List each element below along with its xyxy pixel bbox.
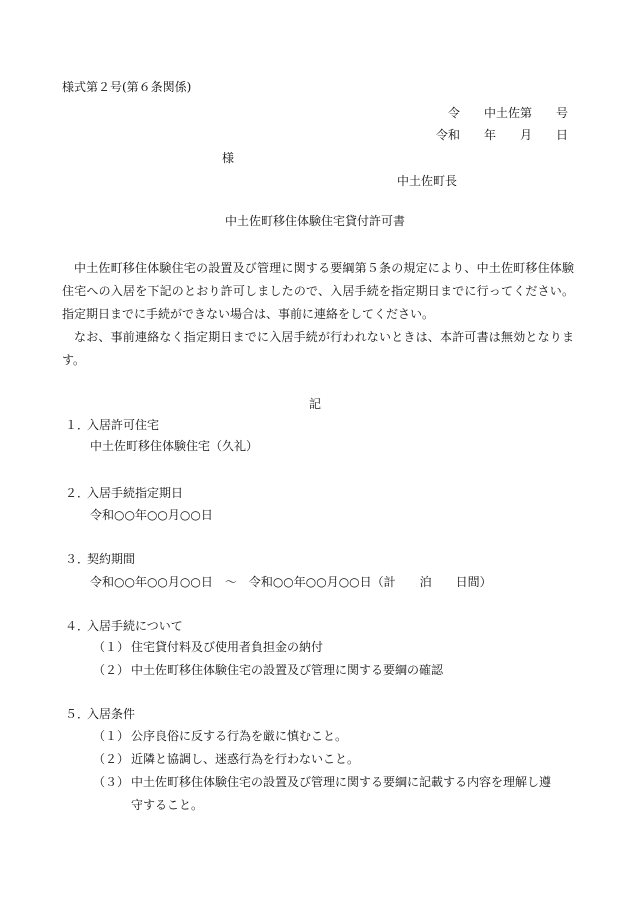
body-paragraph: 中土佐町移住体験住宅の設置及び管理に関する要綱第５条の規定により、中土佐町移住体験住宅への入居を下記のとおり許可しましたので、入居手続を指定期日までに行ってください。指定期日までに手続ができない場合は、事前に連絡をしてください。 <box>62 261 574 321</box>
list-item-continuation: 守すること。 <box>131 798 204 812</box>
list-item <box>93 750 359 768</box>
ki-heading: 記 <box>308 397 321 411</box>
section-number: ５． <box>65 707 90 721</box>
section-heading <box>65 617 183 635</box>
section-heading <box>65 705 135 723</box>
list-item-text: 中土佐町移住体験住宅の設置及び管理に関する要綱に記載する内容を理解し遵 <box>131 775 552 789</box>
section-heading <box>65 550 135 568</box>
list-item <box>93 661 443 679</box>
recipient-suffix: 様 <box>222 151 235 165</box>
document-number: 令 中土佐第 号 <box>447 106 568 120</box>
issue-date: 令和 年 月 日 <box>435 128 568 142</box>
list-item-number: （３） <box>93 775 130 789</box>
section-title: 入居手続について <box>87 619 183 633</box>
body-paragraph: なお、事前連絡なく指定期日までに入居手続が行われないときは、本許可書は無効となります。 <box>62 330 574 367</box>
list-item <box>93 638 323 656</box>
form-label: 様式第２号(第６条関係) <box>62 80 192 94</box>
section-number: ３． <box>65 552 90 566</box>
issuer-name: 中土佐町長 <box>397 174 458 188</box>
section-number: ２． <box>65 486 90 500</box>
document-title: 中土佐町移住体験住宅貸付許可書 <box>224 214 405 228</box>
section-content: 中土佐町移住体験住宅（久礼） <box>90 439 259 453</box>
list-item-number: （２） <box>93 663 130 677</box>
section-heading <box>65 484 183 502</box>
section-content: 令和○○年○○月○○日 ～ 令和○○年○○月○○日（計 泊 日間） <box>90 575 492 589</box>
section-number: ４． <box>65 619 90 633</box>
list-item <box>93 773 551 791</box>
list-item-number: （１） <box>93 729 130 743</box>
list-item-text: 中土佐町移住体験住宅の設置及び管理に関する要綱の確認 <box>131 663 444 677</box>
section-title: 入居手続指定期日 <box>87 486 184 500</box>
section-content: 令和○○年○○月○○日 <box>90 508 213 522</box>
list-item-text: 住宅貸付料及び使用者負担金の納付 <box>131 640 324 654</box>
section-title: 契約期間 <box>87 552 136 566</box>
section-number: １． <box>65 418 90 432</box>
section-title: 入居許可住宅 <box>87 418 160 432</box>
list-item-number: （２） <box>93 752 130 766</box>
list-item-number: （１） <box>93 640 130 654</box>
body-text <box>62 257 574 372</box>
list-item <box>93 727 347 745</box>
section-title: 入居条件 <box>87 707 136 721</box>
section-heading <box>65 416 159 434</box>
list-item-text: 公序良俗に反する行為を厳に慎むこと。 <box>131 729 348 743</box>
list-item-text: 近隣と協調し、迷惑行為を行わないこと。 <box>131 752 360 766</box>
